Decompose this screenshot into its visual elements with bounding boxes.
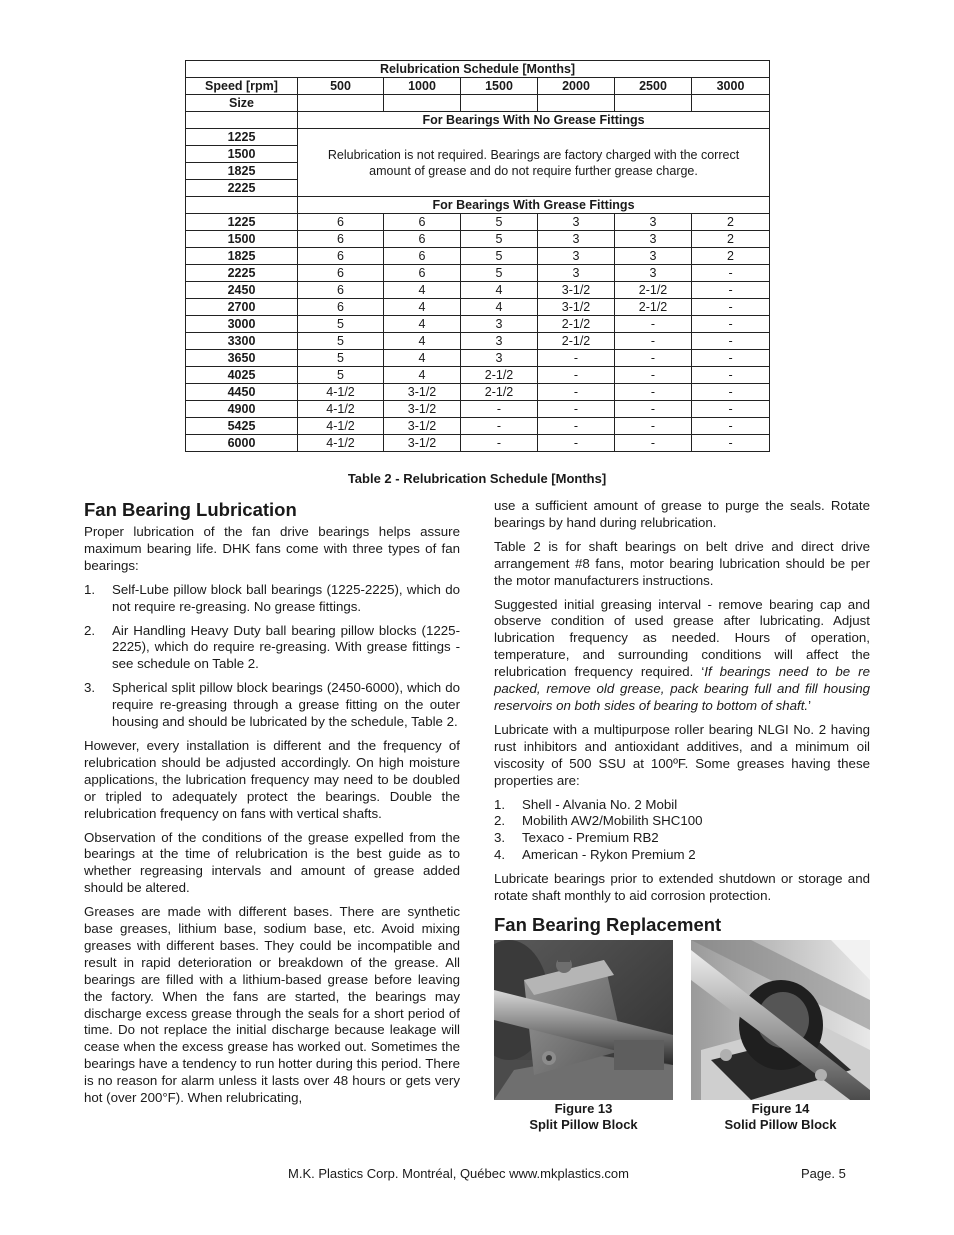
interval-cell: 5 bbox=[461, 248, 538, 265]
speed-header: 2000 bbox=[538, 78, 615, 95]
interval-cell: 2-1/2 bbox=[461, 384, 538, 401]
paragraph-observation: Observation of the conditions of the grease expelled from the bearings at the time of relubrication is the best guide as to whether regreasing intervals and amount of grease added should be altered. bbox=[84, 829, 460, 896]
interval-cell: - bbox=[692, 350, 770, 367]
interval-cell: 5 bbox=[298, 350, 384, 367]
interval-cell: 4 bbox=[384, 367, 461, 384]
table-title-row bbox=[186, 61, 770, 78]
speed-header: 3000 bbox=[692, 78, 770, 95]
table-row bbox=[186, 248, 770, 265]
interval-cell: 5 bbox=[461, 231, 538, 248]
table-row bbox=[186, 435, 770, 452]
interval-cell: 3 bbox=[538, 231, 615, 248]
interval-cell: 4 bbox=[461, 282, 538, 299]
interval-cell: 2 bbox=[692, 214, 770, 231]
table-row bbox=[186, 282, 770, 299]
interval-cell: - bbox=[538, 384, 615, 401]
size-cell: 1500 bbox=[186, 231, 298, 248]
table-row bbox=[186, 418, 770, 435]
fittings-heading-row bbox=[186, 197, 770, 214]
speed-header: 2500 bbox=[615, 78, 692, 95]
footer-page-number: Page. 5 bbox=[801, 1166, 846, 1181]
size-cell: 1225 bbox=[186, 129, 298, 146]
size-header-row bbox=[186, 95, 770, 112]
interval-cell: 4 bbox=[384, 350, 461, 367]
table-cell bbox=[186, 112, 298, 129]
interval-cell: - bbox=[615, 384, 692, 401]
table-row bbox=[186, 214, 770, 231]
replacement-heading: Fan Bearing Replacement bbox=[494, 913, 722, 935]
table-cell bbox=[538, 95, 615, 112]
table-cell bbox=[461, 95, 538, 112]
table-row bbox=[186, 299, 770, 316]
interval-cell: 4-1/2 bbox=[298, 435, 384, 452]
paragraph-continued: use a sufficient amount of grease to purge the seals. Rotate bearings by hand during relubrication. bbox=[494, 498, 870, 530]
interval-cell: - bbox=[615, 435, 692, 452]
table-row bbox=[186, 350, 770, 367]
interval-cell: 6 bbox=[384, 248, 461, 265]
relubrication-schedule-table bbox=[185, 60, 770, 452]
size-cell: 6000 bbox=[186, 435, 298, 452]
interval-cell: 5 bbox=[298, 333, 384, 350]
interval-cell: 4 bbox=[384, 299, 461, 316]
speed-header: 1000 bbox=[384, 78, 461, 95]
size-cell: 2700 bbox=[186, 299, 298, 316]
table-row bbox=[186, 401, 770, 418]
no-fittings-heading-row bbox=[186, 112, 770, 129]
interval-cell: 2-1/2 bbox=[615, 282, 692, 299]
table-row bbox=[186, 316, 770, 333]
table-cell bbox=[186, 197, 298, 214]
solid-pillow-block-photo bbox=[691, 940, 870, 1100]
interval-cell: 3 bbox=[615, 248, 692, 265]
table-cell bbox=[298, 95, 384, 112]
lubrication-heading: Fan Bearing Lubrication bbox=[84, 499, 297, 520]
size-cell: 4450 bbox=[186, 384, 298, 401]
interval-cell: 2-1/2 bbox=[538, 316, 615, 333]
table-row bbox=[186, 384, 770, 401]
interval-cell: 3 bbox=[461, 333, 538, 350]
table-caption: Table 2 - Relubrication Schedule [Months] bbox=[347, 471, 607, 486]
list-item: 3. Spherical split pillow block bearings (2450-6000), which do require re-greasing through a grease fitting on the outer housing and should be lubricated by the schedule, Table 2. bbox=[84, 680, 460, 730]
size-cell: 2225 bbox=[186, 180, 298, 197]
interval-cell: - bbox=[538, 401, 615, 418]
grease-list bbox=[494, 797, 870, 865]
interval-cell: 3 bbox=[615, 214, 692, 231]
table-row bbox=[186, 129, 770, 146]
interval-cell: 2-1/2 bbox=[461, 367, 538, 384]
paragraph-table2: Table 2 is for shaft bearings on belt drive and direct drive arrangement #8 fans, motor bearing lubrication should be per the motor manufacturers instructions. bbox=[494, 538, 870, 588]
figure-13-caption: Figure 13 Split Pillow Block bbox=[529, 1101, 638, 1132]
interval-cell: 6 bbox=[384, 231, 461, 248]
table-row bbox=[186, 231, 770, 248]
table-row bbox=[186, 367, 770, 384]
interval-cell: 4-1/2 bbox=[298, 418, 384, 435]
interval-cell: 3-1/2 bbox=[538, 282, 615, 299]
interval-cell: 3-1/2 bbox=[384, 435, 461, 452]
interval-cell: 3-1/2 bbox=[384, 418, 461, 435]
lubrication-intro: Proper lubrication of the fan drive bearings helps assure maximum bearing life. DHK fans come with three types of fan bearings: bbox=[84, 524, 460, 573]
interval-cell: - bbox=[692, 333, 770, 350]
interval-cell: 6 bbox=[298, 231, 384, 248]
size-cell: 4900 bbox=[186, 401, 298, 418]
interval-cell: 6 bbox=[384, 214, 461, 231]
list-item: 2. Air Handling Heavy Duty ball bearing pillow blocks (1225-2225), which do require re-greasing. With grease fittings - see schedule on Table 2. bbox=[84, 622, 460, 672]
speed-header: 1500 bbox=[461, 78, 538, 95]
interval-cell: 4 bbox=[384, 316, 461, 333]
interval-cell: 3-1/2 bbox=[384, 384, 461, 401]
list-item: 3. Texaco - Premium RB2 bbox=[494, 830, 659, 846]
interval-cell: 3 bbox=[538, 214, 615, 231]
size-label: Size bbox=[186, 95, 298, 112]
interval-cell: - bbox=[692, 367, 770, 384]
footer-company: M.K. Plastics Corp. Montréal, Québec www.mkplastics.com bbox=[288, 1166, 629, 1181]
interval-cell: 6 bbox=[298, 299, 384, 316]
interval-cell: - bbox=[692, 265, 770, 282]
table-row bbox=[186, 333, 770, 350]
size-cell: 1225 bbox=[186, 214, 298, 231]
speed-label: Speed [rpm] bbox=[186, 78, 298, 95]
speed-header-row bbox=[186, 78, 770, 95]
size-cell: 3300 bbox=[186, 333, 298, 350]
paragraph-lubricate: Lubricate with a multipurpose roller bearing NLGI No. 2 having rust inhibitors and antioxidant additives, and a minimum oil viscosity of 500 SSU at 100ºF. Some greases having these properties are: bbox=[494, 721, 870, 788]
left-column bbox=[84, 498, 460, 1114]
interval-cell: - bbox=[692, 401, 770, 418]
interval-cell: 4-1/2 bbox=[298, 401, 384, 418]
interval-cell: - bbox=[615, 367, 692, 384]
paragraph-however: However, every installation is different and the frequency of relubrication should be adjusted accordingly. On high moisture applications, the lubrication frequency may need to be doubled or tripled to adequately protect the bearings. Double the relubrication frequency on fans with vertical shafts. bbox=[84, 737, 460, 821]
interval-cell: 3 bbox=[538, 248, 615, 265]
size-cell: 1825 bbox=[186, 248, 298, 265]
fittings-heading: For Bearings With Grease Fittings bbox=[298, 197, 770, 214]
interval-cell: - bbox=[692, 418, 770, 435]
interval-cell: - bbox=[461, 401, 538, 418]
interval-cell: 3 bbox=[461, 316, 538, 333]
bearing-types-list bbox=[84, 582, 460, 731]
interval-cell: 3 bbox=[615, 265, 692, 282]
interval-cell: 2-1/2 bbox=[615, 299, 692, 316]
list-item: 1. Self-Lube pillow block ball bearings (1225-2225), which do not require re-greasing. No grease fittings. bbox=[84, 581, 460, 614]
table-title: Relubrication Schedule [Months] bbox=[186, 61, 770, 78]
table-cell bbox=[615, 95, 692, 112]
interval-cell: 6 bbox=[298, 282, 384, 299]
interval-cell: 6 bbox=[298, 248, 384, 265]
interval-cell: - bbox=[692, 435, 770, 452]
interval-cell: 3 bbox=[461, 350, 538, 367]
interval-cell: - bbox=[615, 418, 692, 435]
list-item: 2. Mobilith AW2/Mobilith SHC100 bbox=[494, 813, 703, 829]
split-pillow-block-photo bbox=[494, 940, 673, 1100]
interval-cell: 6 bbox=[298, 214, 384, 231]
interval-cell: 4 bbox=[461, 299, 538, 316]
interval-cell: 5 bbox=[461, 265, 538, 282]
speed-header: 500 bbox=[298, 78, 384, 95]
size-cell: 3650 bbox=[186, 350, 298, 367]
interval-cell: - bbox=[615, 350, 692, 367]
interval-cell: 5 bbox=[298, 316, 384, 333]
paragraph-interval: Suggested initial greasing interval - remove bearing cap and observe condition of used grease after lubricating. Adjust lubrication frequency as needed. Hours of operation, temperature, and surrounding conditions will affect the relubrication frequency required. ‘If bearings need to be re packed, remove old grease, pack bearing full and fill housing reservoirs on both sides of bearing to bottom of shaft.’ bbox=[494, 596, 870, 713]
interval-cell: - bbox=[615, 333, 692, 350]
no-fittings-heading: For Bearings With No Grease Fittings bbox=[298, 112, 770, 129]
figure-14-caption: Figure 14 Solid Pillow Block bbox=[724, 1101, 837, 1132]
interval-cell: - bbox=[692, 299, 770, 316]
interval-cell: 5 bbox=[461, 214, 538, 231]
interval-cell: 4 bbox=[384, 282, 461, 299]
interval-cell: 2 bbox=[692, 248, 770, 265]
paragraph-greases: Greases are made with different bases. There are synthetic base greases, lithium base, sodium base, etc. Avoid mixing greases with different bases. They could be incompatible and result in rapid deterioration or breakdown of the grease. All bearings are filled with a lithium-based grease before leaving the factory. When the fans are started, the bearings may discharge excess grease through the seals for a short period of time. Do not replace the initial discharge because leakage will cease when the excess grease has worked out. Sometimes the bearings have a tendency to run hotter during this period. There is no reason for alarm unless it lasts over 48 hours or gets very hot (over 200°F). When relubricating, bbox=[84, 904, 460, 1106]
table-cell bbox=[384, 95, 461, 112]
interval-cell: - bbox=[461, 418, 538, 435]
interval-cell: 2-1/2 bbox=[538, 333, 615, 350]
interval-cell: - bbox=[538, 350, 615, 367]
interval-cell: 6 bbox=[298, 265, 384, 282]
interval-cell: - bbox=[461, 435, 538, 452]
list-item: 4. American - Rykon Premium 2 bbox=[494, 847, 696, 863]
size-cell: 4025 bbox=[186, 367, 298, 384]
table-cell bbox=[692, 95, 770, 112]
interval-cell: - bbox=[615, 316, 692, 333]
interval-cell: - bbox=[615, 401, 692, 418]
paragraph-shutdown: Lubricate bearings prior to extended shutdown or storage and rotate shaft monthly to aid corrosion protection. bbox=[494, 871, 870, 904]
interval-cell: 4 bbox=[384, 333, 461, 350]
interval-cell: 4-1/2 bbox=[298, 384, 384, 401]
size-cell: 2225 bbox=[186, 265, 298, 282]
interval-cell: - bbox=[692, 316, 770, 333]
interval-cell: 3 bbox=[615, 231, 692, 248]
interval-cell: 3-1/2 bbox=[538, 299, 615, 316]
list-item: 1. Shell - Alvania No. 2 Mobil bbox=[494, 796, 678, 812]
right-column bbox=[494, 498, 870, 939]
interval-cell: 2 bbox=[692, 231, 770, 248]
table-row bbox=[186, 265, 770, 282]
interval-cell: - bbox=[538, 367, 615, 384]
interval-cell: 3 bbox=[538, 265, 615, 282]
size-cell: 2450 bbox=[186, 282, 298, 299]
interval-cell: 6 bbox=[384, 265, 461, 282]
interval-cell: - bbox=[692, 384, 770, 401]
size-cell: 1825 bbox=[186, 163, 298, 180]
size-cell: 3000 bbox=[186, 316, 298, 333]
interval-cell: - bbox=[538, 435, 615, 452]
interval-cell: - bbox=[538, 418, 615, 435]
interval-cell: - bbox=[692, 282, 770, 299]
no-fittings-note: Relubrication is not required. Bearings are factory charged with the correct amount of grease and do not require further grease charge. bbox=[298, 129, 770, 197]
size-cell: 1500 bbox=[186, 146, 298, 163]
interval-cell: 3-1/2 bbox=[384, 401, 461, 418]
interval-cell: 5 bbox=[298, 367, 384, 384]
size-cell: 5425 bbox=[186, 418, 298, 435]
